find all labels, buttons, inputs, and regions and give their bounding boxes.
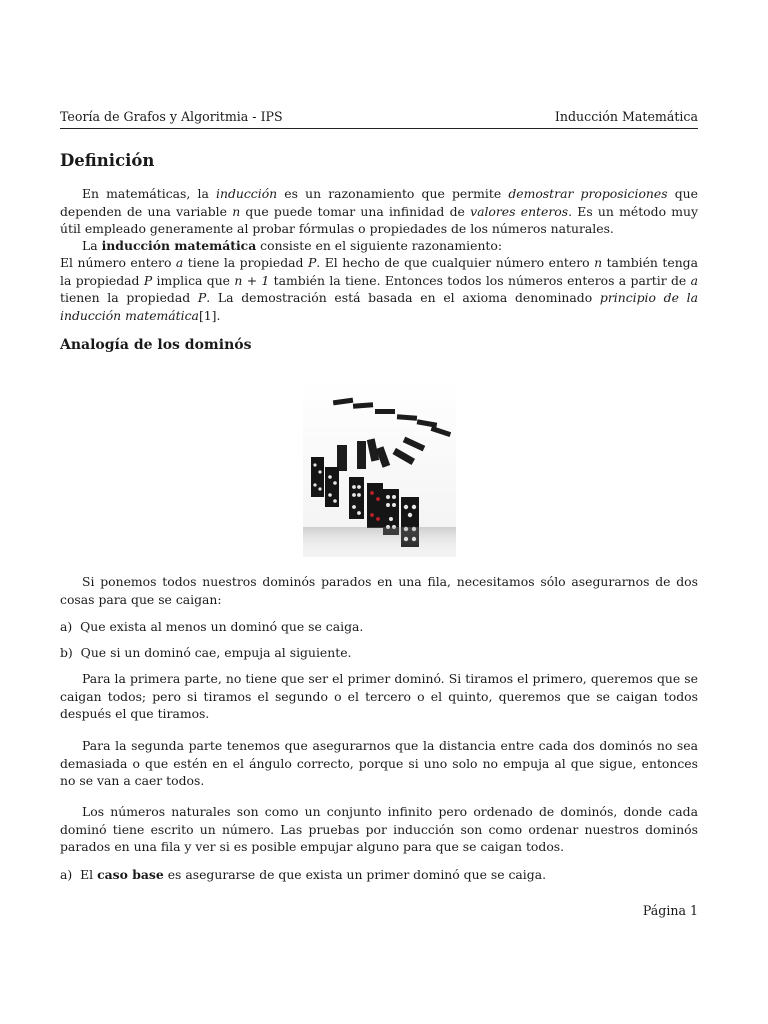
list-item-text: Que exista al menos un dominó que se caiga. xyxy=(80,619,364,634)
body-paragraph-1: Si ponemos todos nuestros dominós parados en una fila, necesitamos sólo asegurarnos de dos cosas para que se caigan: xyxy=(60,574,698,607)
body-paragraph-3: Para la segunda parte tenemos que asegurarnos que la distancia entre cada dos dominós no sea demasiada o que estén en el ángulo correcto, porque si uno solo no empuja al que sigue, entonces no se van a caer todos. xyxy=(60,738,698,789)
header-course-title: Teoría de Grafos y Algoritmia - IPS xyxy=(60,109,283,124)
list-item-text: Que si un dominó cae, empuja al siguiente. xyxy=(80,645,352,660)
term-demostrar-proposiciones: demostrar proposiciones xyxy=(508,186,668,201)
list-marker: a) xyxy=(60,619,73,634)
domino-image xyxy=(303,377,456,557)
list-item: a) El caso base es asegurarse de que exista un primer dominó que se caiga. xyxy=(60,867,547,882)
page-header xyxy=(60,108,698,129)
list-item xyxy=(60,644,698,662)
list-item xyxy=(60,618,698,636)
intro-paragraph-3: El número entero a tiene la propiedad P. El hecho de que cualquier número entero n también tenga la propiedad P implica que n + 1 también la tiene. Entonces todos los números enteros a partir de a tienen la propiedad P. La demostración está basada en el axioma denominado principio de la inducción matemática[1]. xyxy=(60,255,699,323)
term-induccion-matematica: inducción matemática xyxy=(101,238,257,253)
term-caso-base: caso base xyxy=(97,867,164,882)
intro-paragraph-2: La inducción matemática consiste en el siguiente razonamiento: xyxy=(82,238,503,253)
page-number: Página 1 xyxy=(642,903,698,918)
section-title: Definición xyxy=(60,151,155,170)
list-marker: b) xyxy=(60,645,73,660)
variable-n: n xyxy=(232,203,241,219)
term-valores-enteros: valores enteros xyxy=(470,203,569,219)
header-topic-title: Inducción Matemática xyxy=(554,109,698,124)
term-principio-induccion: principio de la inducción matemática xyxy=(60,290,699,323)
body-paragraph-4: Los números naturales son como un conjunto infinito pero ordenado de dominós, donde cada dominó tiene escrito un número. Las pruebas por inducción son como ordenar nuestros dominós parados en una fila y ver si es posible empujar alguno para que se caigan todos. xyxy=(60,804,698,855)
subsection-title: Analogía de los dominós xyxy=(60,337,252,353)
body-paragraph-2: Para la primera parte, no tiene que ser el primer dominó. Si tiramos el primero, queremos que se caigan todos; pero si tiramos el segundo o el tercero o el quinto, queremos que se caigan todos después el que tiramos. xyxy=(60,671,698,722)
term-induccion: inducción xyxy=(216,186,278,201)
intro-paragraph-1: En matemáticas, la inducción es un razonamiento que permite demostrar proposiciones que dependen de una variable n que puede tomar una infinidad de valores enteros. Es un método muy útil empleado generamente al probar fórmulas o propiedades de los números naturales. xyxy=(60,186,698,237)
list-marker: a) xyxy=(60,867,73,882)
